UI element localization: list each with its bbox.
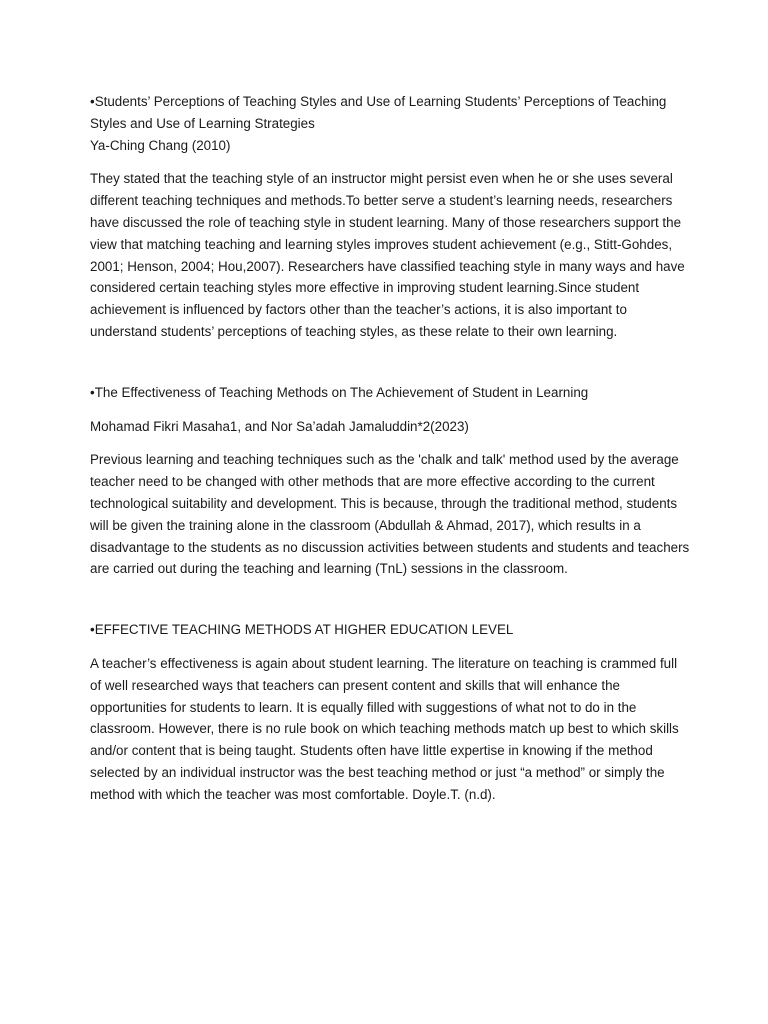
section-body: A teacher’s effectiveness is again about student learning. The literature on teaching is crammed full of well researched ways that teachers can present content and skills that will enhance the opportunities for students to learn. It is equally filled with suggestions of what not to do in the classroom. However, there is no rule book on which teaching methods match up best to which skills and/or content that is being taught. Students often have little expertise in knowing if the method selected by an individual instructor was the best teaching method or just “a method” or simply the method with which the teacher was most comfortable. Doyle.T. (n.d). [90, 655, 679, 802]
section-effectiveness-teaching-methods [90, 382, 690, 580]
section-body: Previous learning and teaching techniques such as the 'chalk and talk' method used by the average teacher need to be changed with other methods that are more effective according to the current technological suitability and development. This is because, through the traditional method, students will be given the training alone in the classroom (Abdullah & Ahmad, 2017), which results in a disadvantage to the students as no discussion activities between students and students and teachers are carried out during the teaching and learning (TnL) sessions in the classroom. [90, 452, 690, 577]
section-title: •EFFECTIVE TEACHING METHODS AT HIGHER EDUCATION LEVEL [90, 622, 514, 638]
section-student-perceptions [90, 91, 690, 343]
document-page [90, 91, 690, 806]
section-title: •Students’ Perceptions of Teaching Styles and Use of Learning Students’ Perceptions of Teaching Styles and Use of Learning Strategies [90, 94, 667, 131]
section-title: •The Effectiveness of Teaching Methods on The Achievement of Student in Learning [90, 384, 589, 400]
section-author: Ya-Ching Chang (2010) [90, 137, 231, 153]
section-higher-education [90, 619, 690, 805]
section-body: They stated that the teaching style of an instructor might persist even when he or she uses several different teaching techniques and methods.To better serve a student’s learning needs, researchers have discussed the role of teaching style in student learning. Many of those researchers support the view that matching teaching and learning styles improves student achievement (e.g., Stitt-Gohdes, 2001; Henson, 2004; Hou,2007). Researchers have classified teaching style in many ways and have considered certain teaching styles more effective in improving student learning.Since student achievement is influenced by factors other than the teacher’s actions, it is also important to understand students’ perceptions of teaching styles, as these relate to their own learning. [90, 171, 685, 339]
section-author: Mohamad Fikri Masaha1, and Nor Sa’adah Jamaluddin*2(2023) [90, 418, 469, 434]
